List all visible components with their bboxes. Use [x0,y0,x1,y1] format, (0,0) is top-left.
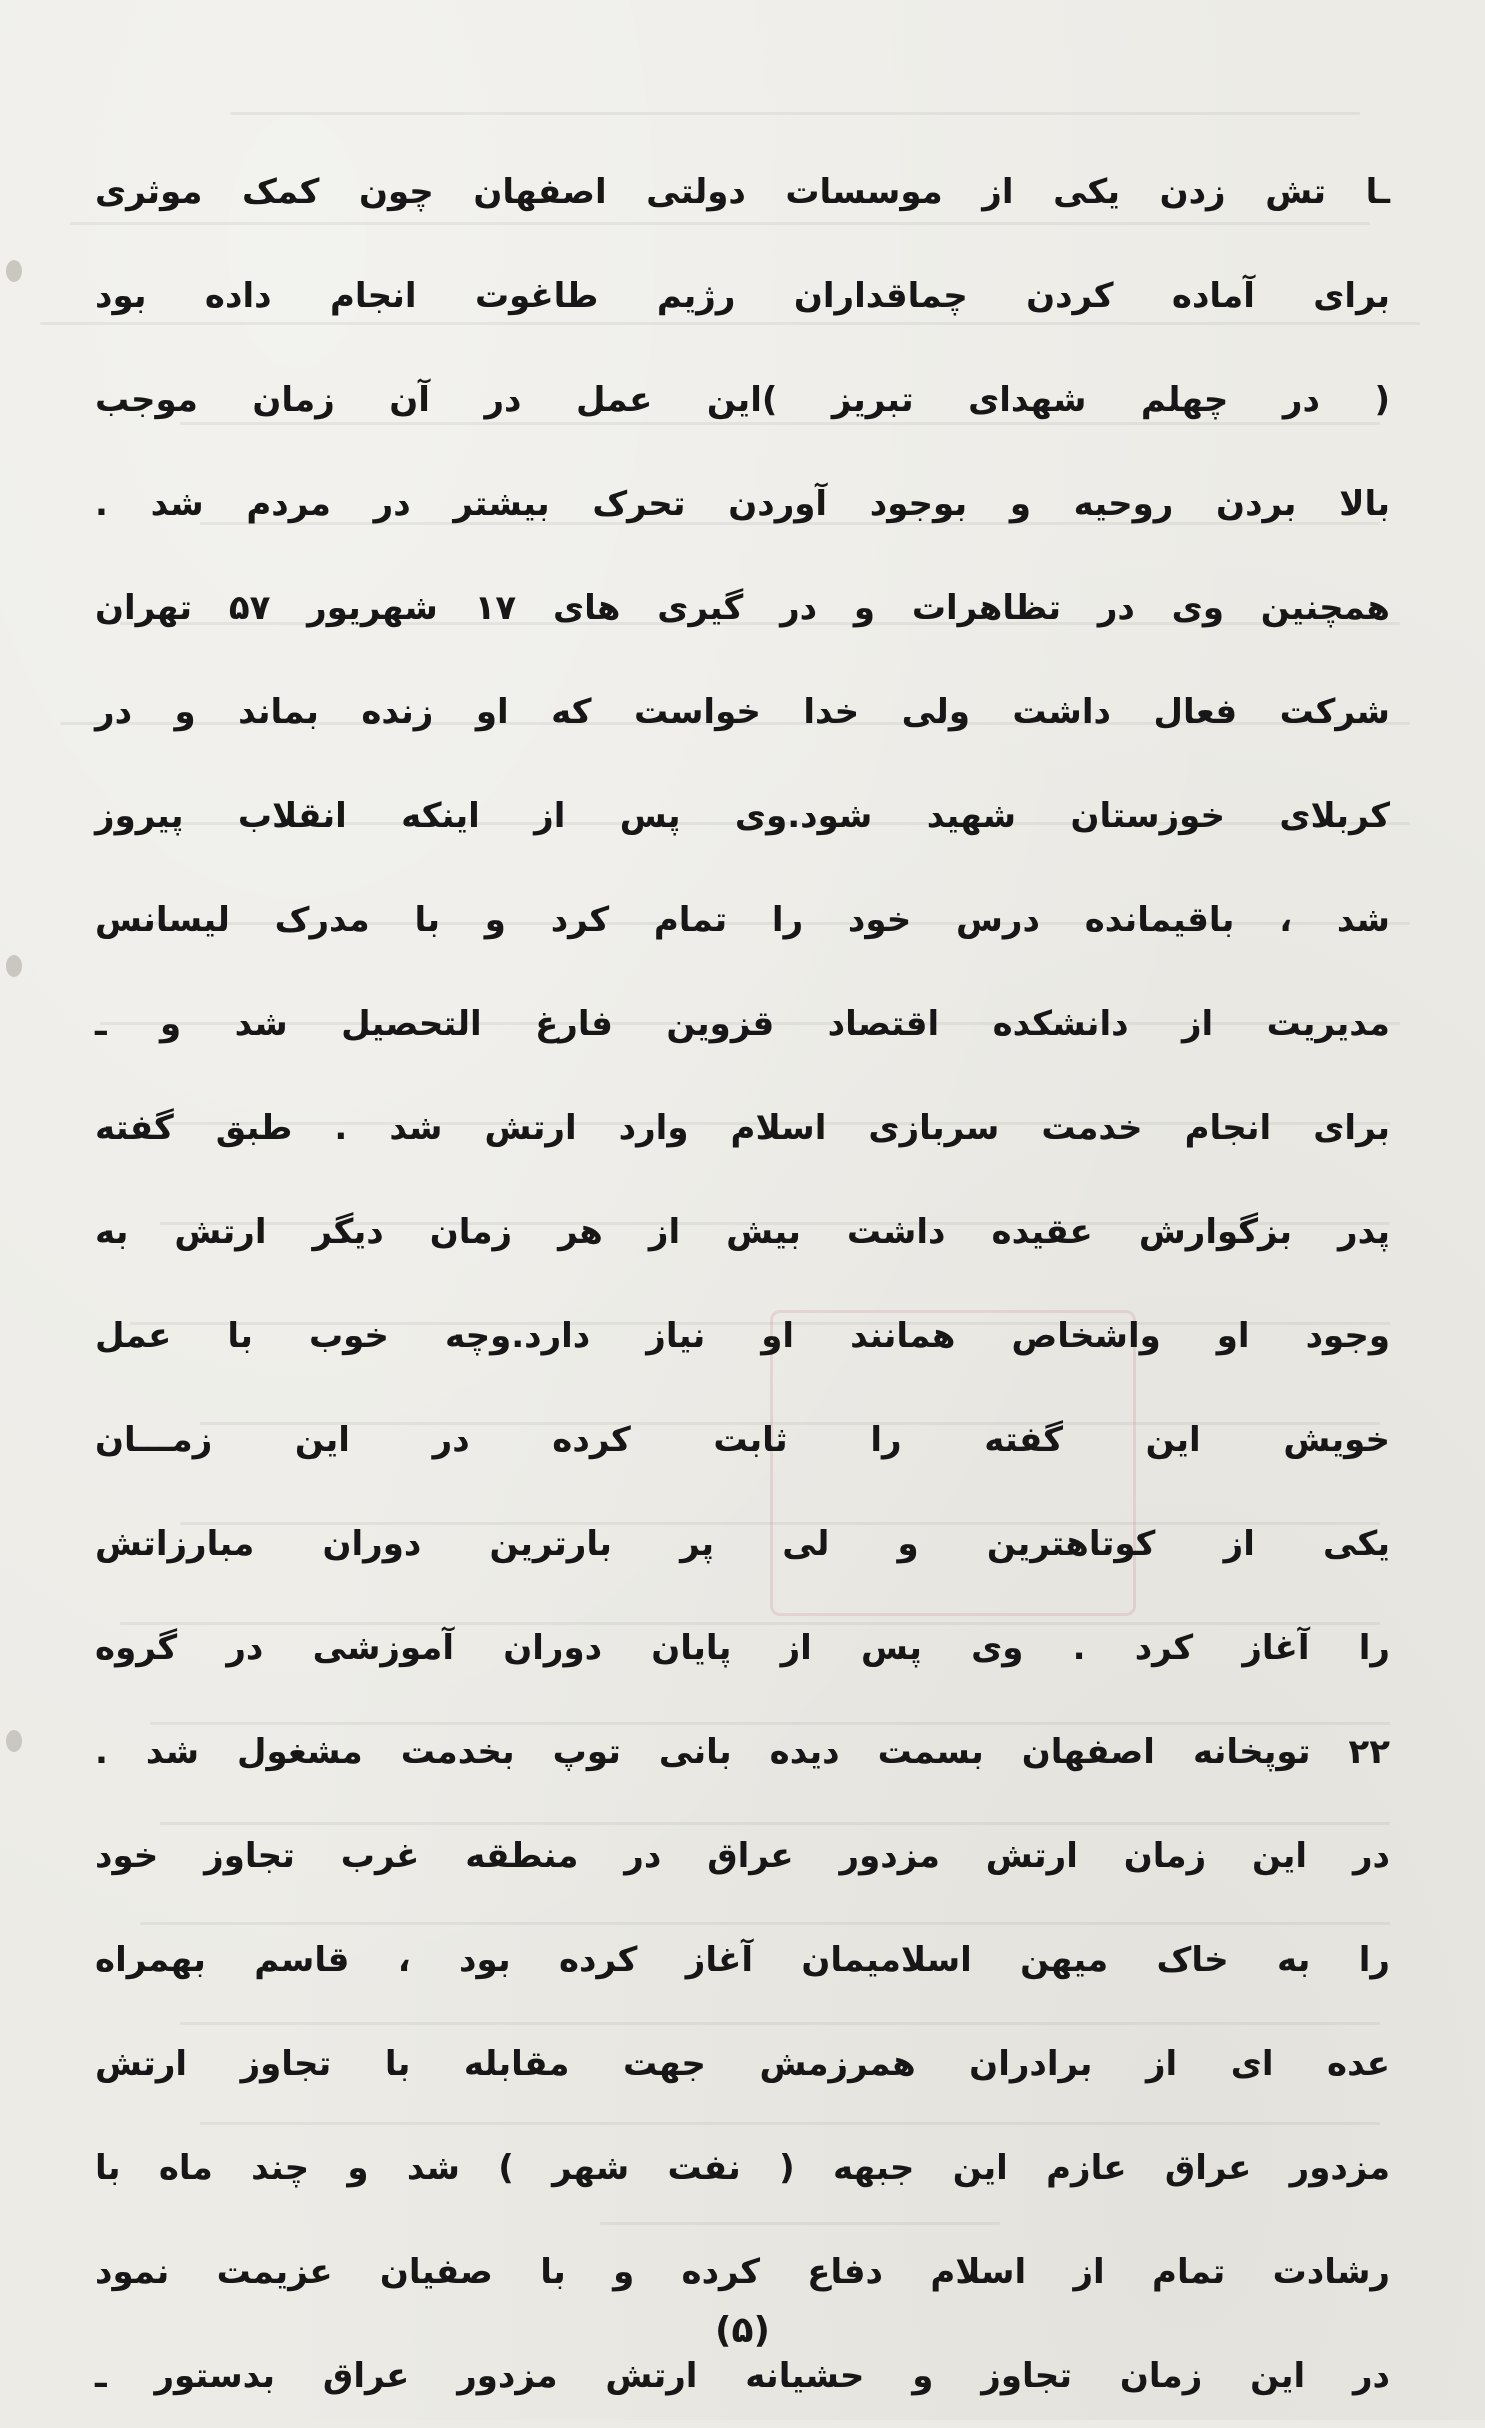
text-line: شرکت فعال داشت ولی خدا خواست که او زنده بماند و در [95,692,1390,732]
text-line: یکی از کوتاهترین و لی پر بارترین دوران مبارزاتش [95,1524,1390,1564]
text-line: در این زمان ارتش مزدور عراق در منطقه غرب تجاوز خود [95,1836,1390,1876]
binding-hole-mark [6,260,22,282]
text-line: مدیریت از دانشکده اقتصاد قزوین فارغ التحصیل شد و ـ [95,1004,1390,1044]
page-number: (۵) [715,2310,770,2351]
text-line: کربلای خوزستان شهید شود.وی پس از اینکه انقلاب پیروز [95,796,1390,836]
body-text [95,140,1390,2428]
text-line: ( در چهلم شهدای تبریز )این عمل در آن زمان موجب [95,380,1390,420]
text-line: بالا بردن روحیه و بوجود آوردن تحرک بیشتر در مردم شد . [95,484,1390,524]
text-line: همچنین وی در تظاهرات و در گیری های ۱۷ شهریور ۵۷ تهران [95,588,1390,628]
binding-hole-mark [6,1730,22,1752]
text-line: وجود او واشخاص همانند او نیاز دارد.وچه خوب با عمل [95,1316,1390,1356]
text-line: شد ، باقیمانده درس خود را تمام کرد و با مدرک لیسانس [95,900,1390,940]
text-line: در این زمان تجاوز و حشیانه ارتش مزدور عراق بدستور ـ [95,2356,1390,2396]
text-line: پدر بزگوارش عقیده داشت بیش از هر زمان دیگر ارتش به [95,1212,1390,1252]
text-line: عده ای از برادران همرزمش جهت مقابله با تجاوز ارتش [95,2044,1390,2084]
text-line: رشادت تمام از اسلام دفاع کرده و با صفیان عزیمت نمود [95,2252,1390,2292]
text-line: برای آماده کردن چماقداران رژیم طاغوت انجام داده بود [95,276,1390,316]
bleed-through-line [230,112,1360,115]
text-line: برای انجام خدمت سربازی اسلام وارد ارتش شد . طبق گفته [95,1108,1390,1148]
text-line: را به خاک میهن اسلامیمان آغاز کرده بود ، قاسم بهمراه [95,1940,1390,1980]
text-line: ۲۲ توپخانه اصفهان بسمت دیده بانی توپ بخدمت مشغول شد . [95,1732,1390,1772]
text-line: ـا تش زدن یکی از موسسات دولتی اصفهان چون کمک موثری [95,172,1390,212]
text-line: را آغاز کرد . وی پس از پایان دوران آموزشی در گروه [95,1628,1390,1668]
text-line: مزدور عراق عازم این جبهه ( نفت شهر ) شد و چند ماه با [95,2148,1390,2188]
text-line: خویش این گفته را ثابت کرده در این زمـــان [95,1420,1390,1460]
binding-hole-mark [6,955,22,977]
